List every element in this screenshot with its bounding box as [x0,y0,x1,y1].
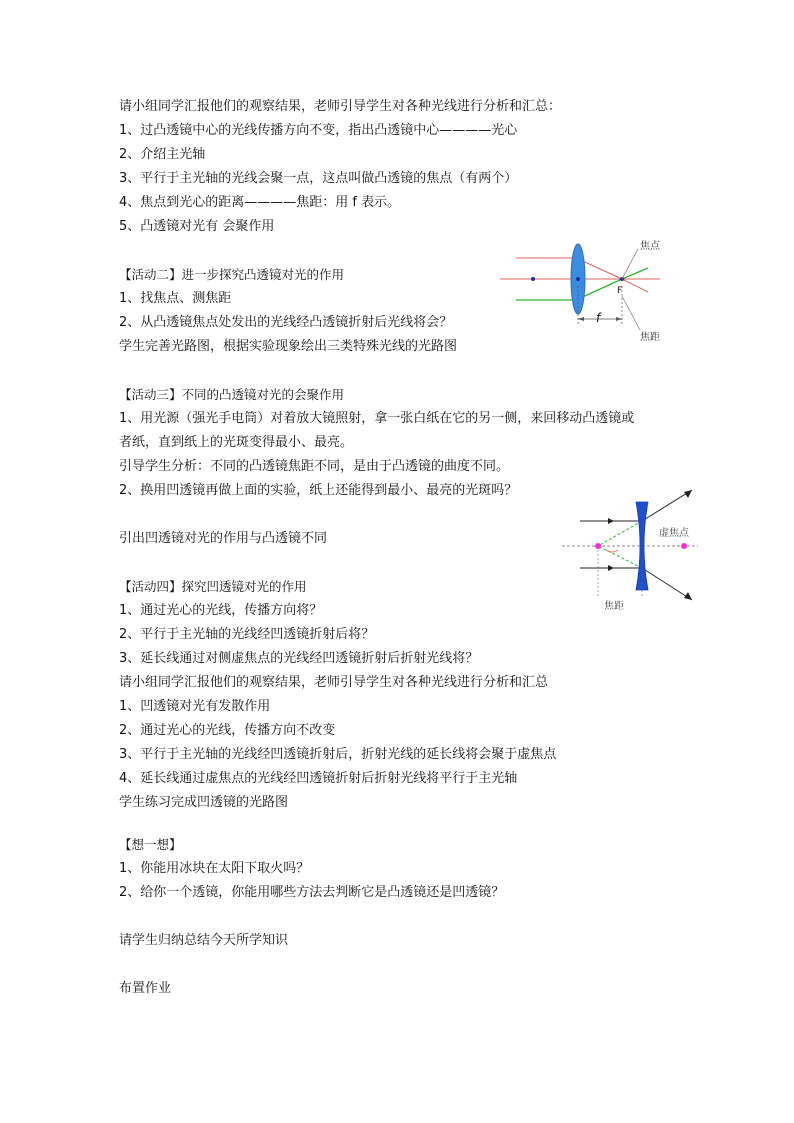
intro-item-5: 5、凸透镜对光有 会聚作用 [119,219,275,234]
intro-heading: 请小组同学汇报他们的观察结果，老师引导学生对各种光线进行分析和汇总： [119,99,562,114]
activity4-item-3: 3、延长线通过对侧虚焦点的光线经凹透镜折射后折射光线将？ [119,651,479,666]
focus-F-label: F [617,286,623,296]
activity2-item-1: 1、找焦点、测焦距 [119,291,232,306]
intro-item-1: 1、过凸透镜中心的光线传播方向不变，指出凸透镜中心————光心 [119,123,518,138]
virtual-focus-label: 虚焦点 [659,528,689,539]
activity4-practice: 学生练习完成凹透镜的光路图 [119,795,289,810]
think-item-1: 1、你能用冰块在太阳下取火吗？ [119,861,310,876]
activity4-conclusion-1: 1、凹透镜对光有发散作用 [119,699,271,714]
activity2-item-2: 2、从凸透镜焦点处发出的光线经凸透镜折射后光线将会？ [119,315,453,330]
activity4-conclusion-2: 2、通过光心的光线，传播方向不改变 [119,723,336,738]
homework-text: 布置作业 [119,981,172,996]
activity4-title: 【活动四】探究凹透镜对光的作用 [119,579,307,594]
focal-f-label: f [596,311,601,325]
activity3-analysis: 引导学生分析：不同的凸透镜焦距不同，是由于凸透镜的曲度不同。 [119,459,510,474]
focus-label: 焦点 [640,241,660,252]
activity2-item-3: 学生完善光路图，根据实验现象绘出三类特殊光线的光路图 [119,339,458,354]
activity4-conclusion-4: 4、延长线通过虚焦点的光线经凹透镜折射后折射光线将平行于主光轴 [119,771,518,786]
bridge-text: 引出凹透镜对光的作用与凸透镜不同 [119,531,328,546]
activity3-item-2: 2、换用凹透镜再做上面的实验，纸上还能得到最小、最亮的光斑吗？ [119,483,518,498]
convex-lens-diagram [498,236,674,348]
intro-item-3: 3、平行于主光轴的光线会聚一点，这点叫做凸透镜的焦点（有两个） [119,171,518,186]
focal-length-label: 焦距 [640,332,660,343]
summary-text: 请学生归纳总结今天所学知识 [119,933,289,948]
think-title: 【想一想】 [119,837,182,852]
concave-lens-diagram [560,484,700,614]
intro-item-4: 4、焦点到光心的距离————焦距：用 f 表示。 [119,195,401,210]
activity4-item-1: 1、通过光心的光线，传播方向将？ [119,603,323,618]
activity3-item-1-cont: 者纸，直到纸上的光斑变得最小、最亮。 [119,435,354,450]
activity3-item-1: 1、用光源（强光手电筒）对着放大镜照射，拿一张白纸在它的另一侧，来回移动凸透镜或 [119,411,635,426]
activity4-report: 请小组同学汇报他们的观察结果，老师引导学生对各种光线进行分析和汇总 [119,675,549,690]
concave-focal-length-label: 焦距 [604,601,624,612]
activity4-conclusion-3: 3、平行于主光轴的光线经凹透镜折射后，折射光线的延长线将会聚于虚焦点 [119,747,557,762]
think-item-2: 2、给你一个透镜，你能用哪些方法去判断它是凸透镜还是凹透镜？ [119,885,505,900]
activity2-title: 【活动二】进一步探究凸透镜对光的作用 [119,267,345,282]
activity3-title: 【活动三】不同的凸透镜对光的会聚作用 [119,387,345,402]
intro-item-2: 2、介绍主光轴 [119,147,206,162]
activity4-item-2: 2、平行于主光轴的光线经凹透镜折射后将？ [119,627,375,642]
